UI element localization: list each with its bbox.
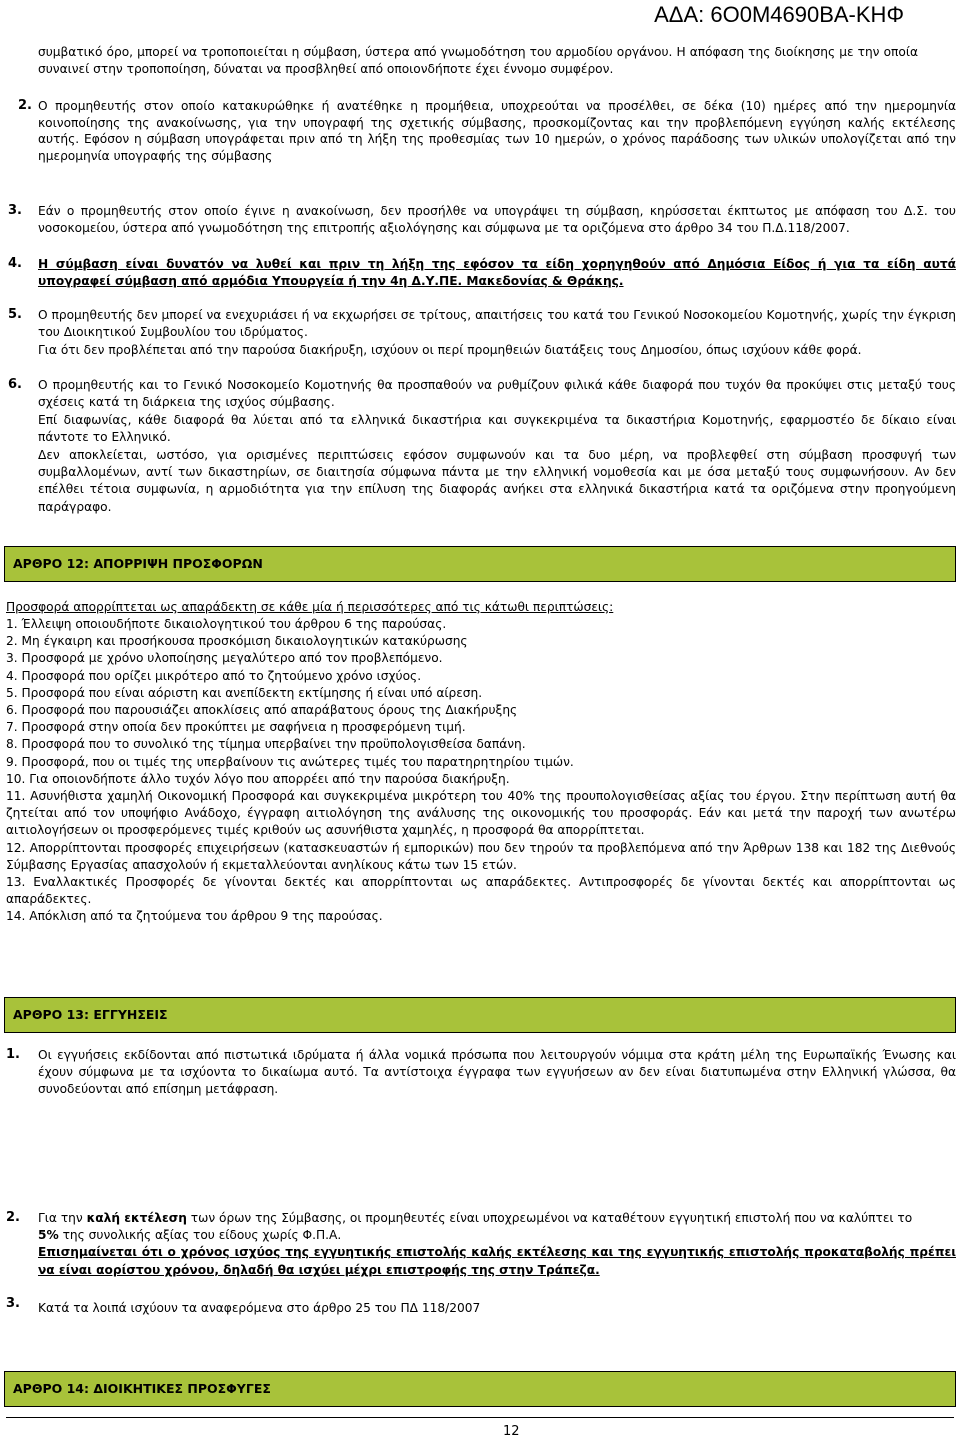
rejection-list-item: 2. Μη έγκαιρη και προσήκουσα προσκόμιση δικαιολογητικών κατακύρωσης bbox=[6, 634, 468, 649]
para-number: 6. bbox=[8, 377, 22, 392]
para-6-text-2: Επί διαφωνίας, κάθε διαφορά θα λύεται από τα ελληνικά δικαστήρια και συγκεκριμένα τα δικαστήρια Κομοτηνής, εφαρμοστέο δε δίκαιο είναι πάντοτε το Ελληνικό. bbox=[38, 413, 956, 445]
para-2-text: Ο προμηθευτής στον οποίο κατακυρώθηκε ή ανατέθηκε η προμήθεια, υποχρεούται να προσέλθει, σε δέκα (10) ημέρες από την ημερομηνία κοινοποίησης της ανακοίνωσης, για την υπογραφή της σχετικής σύμβασης, προσκομίζοντας και την προβλεπόμενη εγγύηση καλής εκτέλεσης αυτής. Εφόσον η σύμβαση υπογράφεται πριν από τη λήξη της προθεσμίας των 10 ημερών, ο χρόνος παράδοσης των υλικών υπολογίζεται από την ημερομηνία υπογραφής της σύμβασης bbox=[38, 99, 956, 163]
para-number: 4. bbox=[8, 256, 22, 271]
rejection-list-item: 3. Προσφορά με χρόνο υλοποίησης μεγαλύτερο από τον προβλεπόμενο. bbox=[6, 651, 443, 666]
para-6-text-1: Ο προμηθευτής και το Γενικό Νοσοκομείο Κομοτηνής θα προσπαθούν να ρυθμίζουν φιλικά κάθε διαφορά που τυχόν θα προκύψει στις μεταξύ τους σχέσεις κατά τη διάρκεια της ισχύος σύμβασης. bbox=[38, 378, 956, 410]
rejection-list-item: 9. Προσφορά, που οι τιμές της υπερβαίνουν τις ανώτερες τιμές του παρατηρητηρίου τιμών. bbox=[6, 754, 574, 769]
ada-header: ΑΔΑ: 6Ο0Μ4690ΒΑ-ΚΗΦ bbox=[654, 2, 904, 27]
footer-divider bbox=[6, 1417, 954, 1418]
para-number: 3. bbox=[8, 203, 22, 218]
rejection-list-item: 14. Απόκλιση από τα ζητούμενα του άρθρου 9 της παρούσας. bbox=[6, 909, 383, 924]
para-3-text: Εάν ο προμηθευτής στον οποίο έγινε η ανακοίνωση, δεν προσήλθε να υπογράψει τη σύμβαση, κηρύσσεται έκπτωτος με απόφαση του Δ.Σ. του νοσοκομείου, ύστερα από γνωμοδότηση της επιτροπής αξιολόγησης και σύμφωνα με τα οριζόμενα στο άρθρο 34 του Π.Δ.118/2007. bbox=[38, 204, 956, 236]
para-number: 2. bbox=[18, 98, 32, 113]
para-5-text-2: Για ότι δεν προβλέπεται από την παρούσα διακήρυξη, ισχύουν οι περί προμηθειών διατάξεις τους Δημοσίου, όπως ισχύουν κάθε φορά. bbox=[38, 343, 862, 357]
para-6-text-3: Δεν αποκλείεται, ωστόσο, για ορισμένες περιπτώσεις εφόσον συμφωνούν και τα δυο μέρη, να προβλεφθεί στη σύμβαση προσφυγή των συμβαλλομένων, αντί των δικαστηρίων, σε διαιτησία σύμφωνα πάντα με την ελληνική νομοθεσία και με όσα μεταξύ τους συμφωνήσουν. Αν δεν επέλθει τέτοια συμφωνία, η αρμοδιότητα για την επίλυση της διαφοράς ανήκει στα ελληνικά δικαστήρια κατά τα οριζόμενα στην προηγούμενη παράγραφο. bbox=[38, 448, 956, 514]
article-13-header bbox=[4, 997, 956, 1033]
rejection-list-item: 8. Προσφορά που το συνολικό της τίμημα υπερβαίνει την προϋπολογισθείσα δαπάνη. bbox=[6, 737, 526, 752]
article-14-title: ΑΡΘΡΟ 14: ΔΙΟΙΚΗΤΙΚΕΣ ΠΡΟΣΦΥΓΕΣ bbox=[13, 1381, 271, 1396]
rejection-list-item: 11. Ασυνήθιστα χαμηλή Οικονομική Προσφορά και συγκεκριμένα μικρότερη του 40% της προυπολογισθείσας αξίας του έργου. Στην περίπτωση αυτή θα ζητείται από τον υποψήφιο Ανάδοχο, έγγραφη αιτιολόγηση της ανάλυσης της οικονομικής του προσφοράς. Εάν και μετά την παροχή των ανωτέρω αιτιολογήσεων οι προσφερόμενες τιμές κριθούν ως ασυνήθιστα χαμηλές, η προσφορά θα απορρίπτεται. bbox=[6, 789, 956, 838]
guarantee-text: της συνολικής αξίας του είδους χωρίς Φ.Π.Α. bbox=[58, 1228, 342, 1243]
guarantee-text: Για την bbox=[38, 1211, 87, 1225]
para-number: 3. bbox=[6, 1296, 20, 1311]
para-number: 2. bbox=[6, 1210, 20, 1225]
article-13-title: ΑΡΘΡΟ 13: ΕΓΓΥΗΣΕΙΣ bbox=[13, 1007, 168, 1022]
guarantee-note: Επισημαίνεται ότι ο χρόνος ισχύος της εγγυητικής επιστολής καλής εκτέλεσης και της εγγυητικής επιστολής προκαταβολής πρέπει να είναι αορίστου χρόνου, δηλαδή θα ισχύει μέχρι επιστροφής της στην Τράπεζα. bbox=[38, 1245, 956, 1277]
rejection-list-item: 7. Προσφορά στην οποία δεν προκύπτει με σαφήνεια η προσφερόμενη τιμή. bbox=[6, 720, 466, 735]
article-12-title: ΑΡΘΡΟ 12: ΑΠΟΡΡΙΨΗ ΠΡΟΣΦΟΡΩΝ bbox=[13, 556, 263, 571]
para-number: 5. bbox=[8, 307, 22, 322]
guarantee-para-2 bbox=[38, 1210, 956, 1279]
article-12-header bbox=[4, 546, 956, 582]
page-number: 12 bbox=[503, 1424, 520, 1439]
rejection-list-item: 6. Προσφορά που παρουσιάζει αποκλίσεις από απαράβατους όρους της Διακήρυξης bbox=[6, 703, 518, 718]
guarantee-bold: καλή εκτέλεση bbox=[86, 1211, 187, 1225]
rejection-list-item: 4. Προσφορά που ορίζει μικρότερο από το ζητούμενο χρόνο ισχύος. bbox=[6, 668, 422, 683]
article-12-intro: Προσφορά απορρίπτεται ως απαράδεκτη σε κάθε μία ή περισσότερες από τις κάτωθι περιπτώσεις: bbox=[6, 600, 614, 614]
guarantee-para-3: Κατά τα λοιπά ισχύουν τα αναφερόμενα στο άρθρο 25 του ΠΔ 118/2007 bbox=[38, 1301, 481, 1315]
rejection-list bbox=[6, 616, 956, 926]
rejection-list-item: 12. Απορρίπτονται προσφορές επιχειρήσεων (κατασκευαστών ή εμπορικών) που δεν τηρούν τα προβλεπόμενα από την Άρθρων 138 και 182 της Διεθνούς Σύμβασης Εργασίας απασχολούν ή εκμεταλλεύονται ανηλίκους κάτω των 15 ετών. bbox=[6, 840, 956, 872]
rejection-list-item: 13. Εναλλακτικές Προσφορές δε γίνονται δεκτές και απορρίπτονται ως απαράδεκτες. Αντιπροσφορές δε γίνονται δεκτές και απορρίπτονται ως απαράδεκτες. bbox=[6, 875, 956, 907]
rejection-list-item: 10. Για οποιονδήποτε άλλο τυχόν λόγο που απορρέει από την παρούσα διακήρυξη. bbox=[6, 771, 510, 786]
rejection-list-item: 5. Προσφορά που είναι αόριστη και ανεπίδεκτη εκτίμησης ή είναι υπό αίρεση. bbox=[6, 685, 483, 700]
rejection-list-item: 1. Έλλειψη οποιουδήποτε δικαιολογητικού του άρθρου 6 της παρούσας. bbox=[6, 617, 447, 631]
para-4-text: Η σύμβαση είναι δυνατόν να λυθεί και πριν τη λήξη της εφόσον τα είδη χορηγηθούν από Δημόσια Είδος ή για τα είδη αυτά υπογραφεί σύμβαση από αρμόδια Υπουργεία ή την 4η Δ.Υ.ΠΕ. Μακεδονίας & Θράκης. bbox=[38, 257, 956, 289]
para-5-text-1: Ο προμηθευτής δεν μπορεί να ενεχυριάσει ή να εκχωρήσει σε τρίτους, απαιτήσεις του κατά του Γενικού Νοσοκομείου Κομοτηνής, χωρίς την έγκριση του Διοικητικού Συμβουλίου του ιδρύματος. bbox=[38, 308, 956, 340]
guarantee-percent: 5% bbox=[38, 1228, 59, 1243]
para-number: 1. bbox=[6, 1047, 20, 1062]
guarantee-text: των όρων της Σύμβασης, οι προμηθευτές είναι υποχρεωμένοι να καταθέτουν εγγυητική επιστολή που να καλύπτει το bbox=[186, 1211, 913, 1225]
intro-paragraph: συμβατικό όρο, μπορεί να τροποποιείται η σύμβαση, ύστερα από γνωμοδότηση του αρμοδίου οργάνου. Η απόφαση της διοίκησης με την οποία συναινεί στην τροποποίηση, δύναται να προσβληθεί από οποιονδήποτε έχει έννομο συμφέρον. bbox=[38, 45, 918, 76]
article-14-header bbox=[4, 1371, 956, 1407]
guarantee-para-1: Οι εγγυήσεις εκδίδονται από πιστωτικά ιδρύματα ή άλλα νομικά πρόσωπα που λειτουργούν νόμιμα στα κράτη μέλη της Ευρωπαϊκής Ένωσης και έχουν σύμφωνα με τα ισχύοντα το δικαίωμα αυτό. Τα αντίστοιχα έγγραφα των εγγυήσεων αν δεν είναι διατυπωμένα στην Ελληνική γλώσσα, θα συνοδεύονται από επίσημη μετάφραση. bbox=[38, 1048, 956, 1097]
